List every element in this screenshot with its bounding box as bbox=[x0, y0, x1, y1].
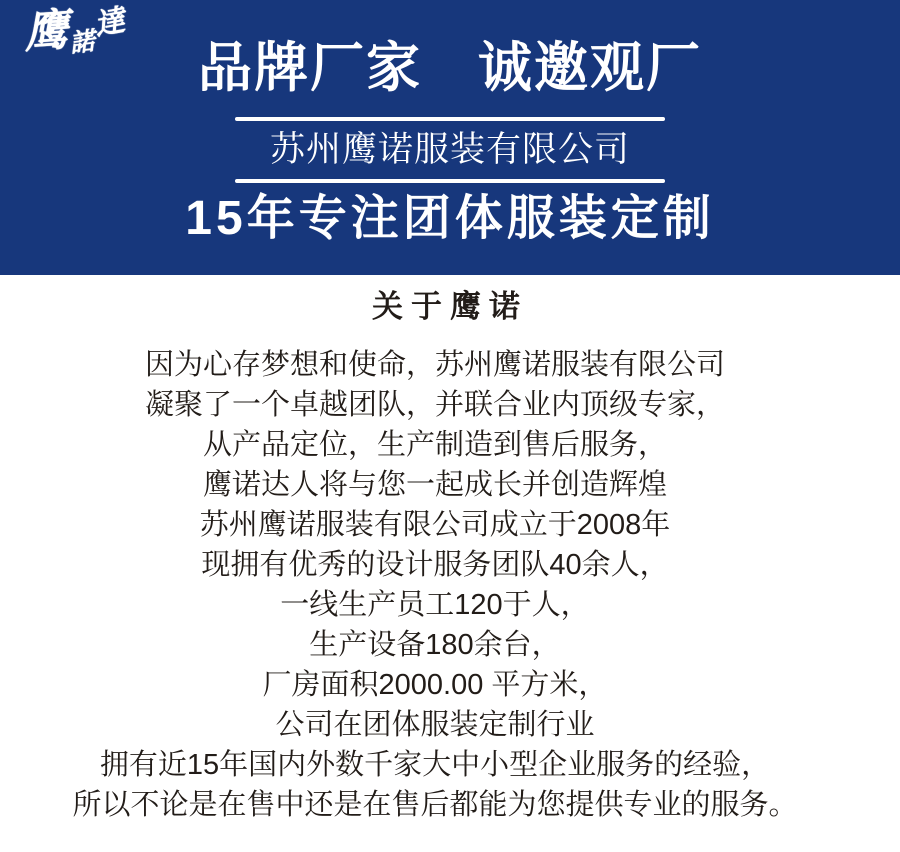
about-text-line: 鹰诺达人将与您一起成长并创造辉煌 bbox=[202, 468, 667, 501]
hero-banner bbox=[0, 0, 900, 275]
about-body bbox=[0, 345, 900, 825]
company-name: 苏州鹰诺服装有限公司 bbox=[269, 129, 630, 169]
about-heading: 关于鹰诺 bbox=[372, 289, 528, 324]
main-title: 品牌厂家 诚邀观厂 bbox=[198, 38, 702, 98]
about-text-line: 生产设备180余台， bbox=[309, 628, 561, 661]
about-text-line: 所以不论是在售中还是在售后都能为您提供专业的服务。 bbox=[72, 788, 798, 821]
about-text-line: 拥有近15年国内外数千家大中小型企业服务的经验， bbox=[99, 748, 771, 781]
about-text-line: 公司在团体服装定制行业 bbox=[275, 708, 595, 741]
logo-char-nuo: 諾 bbox=[68, 27, 97, 58]
about-text-line: 现拥有优秀的设计服务团队40余人， bbox=[201, 548, 669, 581]
divider-line-bottom bbox=[235, 179, 665, 183]
about-text-line: 苏州鹰诺服装有限公司成立于2008年 bbox=[199, 508, 671, 541]
about-text-line: 一线生产员工120于人， bbox=[280, 588, 590, 621]
about-text-line: 凝聚了一个卓越团队，并联合业内顶级专家， bbox=[144, 388, 725, 421]
about-text-line: 因为心存梦想和使命，苏州鹰诺服装有限公司 bbox=[144, 348, 725, 381]
about-section bbox=[0, 275, 900, 825]
about-text-line: 从产品定位，生产制造到售后服务， bbox=[202, 428, 667, 461]
about-text-line: 厂房面积2000.00 平方米， bbox=[262, 668, 608, 701]
brand-logo bbox=[23, 5, 127, 56]
divider-line-top bbox=[235, 117, 665, 121]
logo-char-da: 達 bbox=[91, 4, 128, 42]
logo-char-ying: 鹰 bbox=[22, 5, 70, 58]
tagline: 15年专注团体服装定制 bbox=[185, 191, 715, 245]
